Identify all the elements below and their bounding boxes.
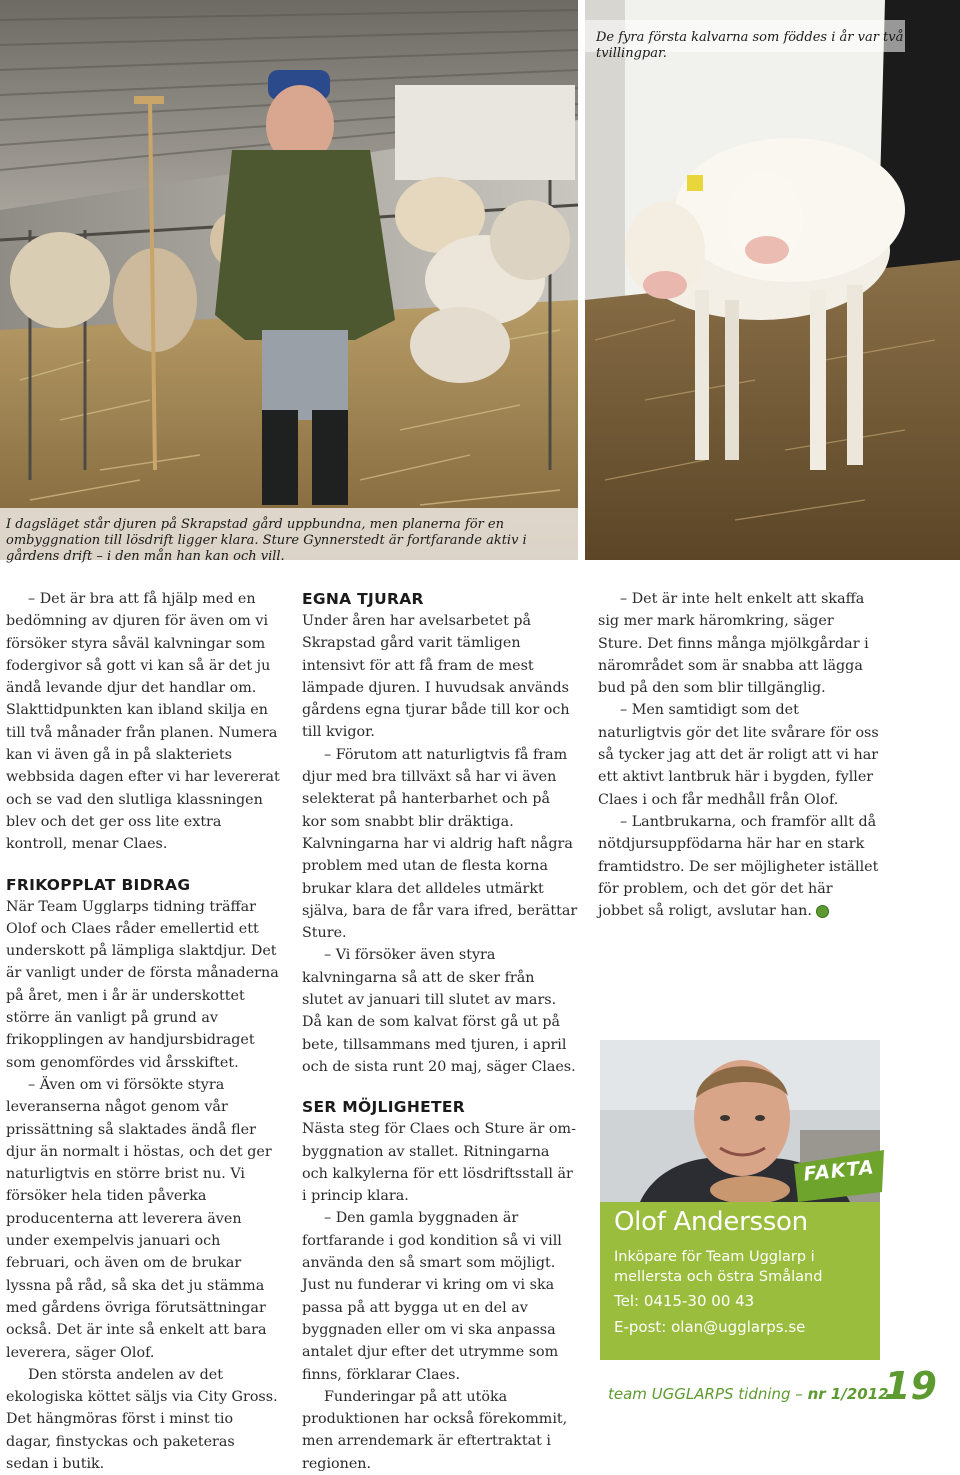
article-column-1 <box>6 588 280 1475</box>
paragraph: – Förutom att naturligtvis få fram djur med bra tillväxt så har vi även selekterat på hanterbarhet och på kor som snabbt blir dräktiga. Kalvningarna har vi aldrig haft några problem med utan de flesta korna brukar klara det alldeles utmärkt själva, bara de får vara ifred, berättar Sture. <box>302 746 578 942</box>
footer-separator: – <box>795 1385 808 1403</box>
page-footer <box>608 1385 889 1403</box>
end-of-article-dot-icon <box>816 905 829 918</box>
paragraph: – Även om vi försökte styra leveranserna något genom vår prissättning så slaktades ändå fler djur än normalt i höstas, och det ger naturligtvis en större brist nu. Vi försöker hela tiden påverka producenterna att leverera även under exempelvis januari och februari, och även om de brukar lyssna på råd, så ska det ju stämma med gårdens övriga förutsättningar också. Det är inte så enkelt att bara leverera, säger Olof. <box>6 1076 272 1361</box>
paragraph: – Lantbrukarna, och framför allt då nötdjursuppfödarna här har en stark framtidstro. De ser möjligheter istället för problem, och det gör det här jobbet så roligt, avslutar han. <box>598 813 879 920</box>
photo-farmer-with-cattle <box>0 0 578 560</box>
article-column-3 <box>598 588 880 922</box>
contact-name: Olof Andersson <box>614 1207 808 1237</box>
paragraph: När Team Ugglarps tidning träffar Olof och Claes råder emellertid ett underskott på lämpliga slaktdjur. Det är vanligt under de första månaderna på året, men i år är underskottet större än vanligt på grund av frikopplingen av handjursbidraget som genomfördes vid årsskiftet. <box>6 898 279 1071</box>
contact-role: Inköpare för Team Ugglarp i mellersta och östra Småland <box>614 1249 823 1285</box>
fakta-badge <box>790 1146 888 1204</box>
article-column-2 <box>302 588 578 1475</box>
paragraph: – Det är inte helt enkelt att skaffa sig mer mark häromkring, säger Sture. Det finns många mjölkgårdar i närområdet som är snabba att lägga bud på den som blir tillgänglig. <box>598 591 869 697</box>
photo-caption-right: De fyra första kalvarna som föddes i år var två tvillingpar. <box>596 30 904 61</box>
contact-phone: Tel: 0415-30 00 43 <box>614 1292 755 1310</box>
photo-twin-calves <box>585 0 960 560</box>
photo-caption-left: I dagsläget står djuren på Skrapstad gård uppbundna, men planerna för en ombyggnation till lösdrift ligger klara. Sture Gynnerstedt är fortfarande aktiv i gårdens drift – i den mån han kan och vill. <box>6 517 527 564</box>
paragraph: – Det är bra att få hjälp med en bedömning av djuren för även om vi försöker styra såväl kalvningar som fodergivor så gott vi kan så är det ju ändå levande djur det handlar om. Slakttidpunkten kan ibland skilja en till två månader från planen. Numera kan vi även gå in på slakteriets webbsida dagen efter vi har levererat och se vad den slutliga klassningen blev och det ger oss lite extra kontroll, menar Claes. <box>6 591 280 853</box>
paragraph: – Vi försöker även styra kalvningarna så att de sker från slutet av januari till slutet av mars. Då kan de som kalvat först gå ut på bete, tillsammans med tjuren, i april och de sista runt 20 maj, säger Claes. <box>302 947 576 1075</box>
subheading-frikopplat-bidrag: FRIKOPPLAT BIDRAG <box>6 875 191 894</box>
paragraph: – Den gamla byggnaden är fortfarande i god kondition så vi vill använda den så smart som möjligt. Just nu funderar vi kring om vi ska passa på att bygga ut en del av byggnaden eller om vi ska anpassa antalet djur efter det utrymme som finns, förklarar Claes. <box>302 1210 562 1383</box>
page-number: 19 <box>884 1364 937 1408</box>
subheading-ser-mojligheter: SER MÖJLIGHETER <box>302 1098 465 1117</box>
issue-number: nr 1/2012 <box>807 1385 889 1403</box>
subheading-egna-tjurar: EGNA TJURAR <box>302 590 424 608</box>
fakta-badge-label: FAKTA <box>802 1156 876 1186</box>
paragraph: – Men samtidigt som det naturligtvis gör det lite svårare för oss så tycker jag att det är roligt att vi har ett aktivt lantbruk här i bygden, fyller Claes i och får medhåll från Olof. <box>598 702 879 808</box>
paragraph: Nästa steg för Claes och Sture är ombyggnation av stallet. Ritningarna och kalkylerna för ett lösdriftsstall är i princip klara. <box>302 1121 576 1205</box>
contact-email: E-post: olan@ugglarps.se <box>614 1318 806 1336</box>
publication-name: team UGGLARPS tidning <box>608 1385 791 1403</box>
paragraph: Funderingar på att utöka produktionen har också förekommit, men arrendemark är eftertraktat i regionen. <box>302 1388 568 1472</box>
paragraph: Den största andelen av det ekologiska köttet säljs via City Gross. Det hängmöras först i minst tio dagar, finstyckas och paketeras sedan i butik. <box>6 1366 278 1472</box>
paragraph: Under åren har avelsarbetet på Skrapstad gård varit tämligen intensivt för att få fram de mest lämpade djuren. I huvudsak används gårdens egna tjurar både till kor och till kvigor. <box>302 613 570 741</box>
